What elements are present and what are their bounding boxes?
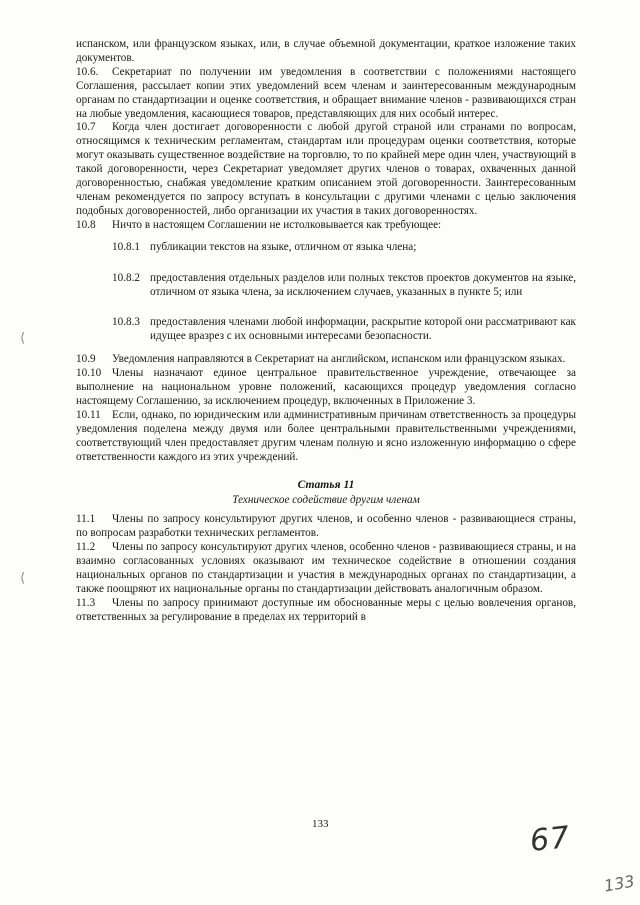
paragraph-number: 10.6. xyxy=(76,65,99,78)
paragraph-text: Члены по запросу принимают доступные им обоснованные меры с целью вовлечения органов, ответственных за регулирование в пределах их территорий в xyxy=(76,596,576,623)
subparagraph-10-8-2 xyxy=(112,272,576,300)
paragraph-text: Ничто в настоящем Соглашении не истолковывается как требующее: xyxy=(112,218,442,231)
paragraph-10-9 xyxy=(76,353,576,367)
document-body xyxy=(76,38,576,625)
paragraph-10-10 xyxy=(76,367,576,409)
paragraph-number: 10.10 xyxy=(76,367,102,380)
paragraph-10-8 xyxy=(76,219,576,233)
paragraph-10-11 xyxy=(76,409,576,465)
paragraph-number: 10.9 xyxy=(76,353,96,366)
paragraph-11-2 xyxy=(76,541,576,597)
paragraph-number: 10.8.3 xyxy=(112,316,140,329)
paragraph-number: 11.1 xyxy=(76,513,96,526)
paragraph-text: предоставления отдельных разделов или полных текстов проектов документов на языке, отличном от языка члена, за исключением случаев, указанных в пункте 5; или xyxy=(150,271,576,298)
paragraph-number: 11.2 xyxy=(76,541,96,554)
article-title: Статья 11 xyxy=(297,478,355,492)
paragraph-text: предоставления членами любой информации, раскрытие которой они рассматривают как идущее вразрез с их основными интересами безопасности. xyxy=(150,316,576,343)
paragraph-text: Уведомления направляются в Секретариат на английском, испанском или французском языках. xyxy=(112,353,566,366)
paragraph-intro: испанском, или французском языках, или, в случае объемной документации, краткое изложение таких документов. xyxy=(76,38,576,64)
paragraph-text: Секретариат по получении им уведомления в соответствии с положениями настоящего Соглашения, рассылает копии этих уведомлений всем членам и заинтересованным международным органам по стандартизации и оценке соответствия, и обращает внимание членов - развивающихся стран на любые уведомления, касающиеся товаров, представляющих для них особый интерес. xyxy=(76,65,576,120)
paragraph-number: 10.7 xyxy=(76,121,96,134)
paragraph-text: Если, однако, по юридическим или административным причинам ответственность за процедуры уведомления поделена между двумя или более центральными правительственными учреждениями, соответствующий член предоставляет другим членам полную и ясно изложенную информацию о сфере ответственности каждого из этих учреждений. xyxy=(76,408,576,463)
subparagraph-10-8-1 xyxy=(112,241,576,255)
paragraph-number: 10.11 xyxy=(76,408,101,421)
handwritten-page-number: 67 xyxy=(528,819,572,860)
paragraph-11-1 xyxy=(76,513,576,541)
paragraph-number: 10.8.1 xyxy=(112,240,140,253)
paragraph-text: Члены по запросу консультируют других членов, и особенно членов - развивающиеся страны, по вопросам разработки технических регламентов. xyxy=(76,513,576,540)
paragraph-text: Члены по запросу консультируют других членов, особенно членов - развивающиеся страны, и на взаимно согласованных условиях оказывают им техническое содействие в отношении создания национальных органов по стандартизации и участия в международных органах по стандартизации, а также поощряют их национальные органы по стандартизации действовать аналогичным образом. xyxy=(76,541,576,595)
paragraph-number: 10.8 xyxy=(76,218,96,231)
paragraph-text: Когда член достигает договоренности с любой другой страной или странами по вопросам, относящимся к техническим регламентам, стандартам или процедурам оценки соответствия, которые могут оказывать существенное воздействие на торговлю, то по крайней мере один член, участвующий в такой договоренности, через Секретариат уведомляет других членов о товарах, охваченных данной договоренностью, снабжая уведомление кратким описанием этой договоренности. Заинтересованным членам рекомендуется по запросу вступать в консультации с другими членами с целью заключения подобных договоренностей, либо организации их участия в таких договоренностях. xyxy=(76,121,576,217)
margin-mark: ⟨ xyxy=(20,570,26,585)
article-subtitle: Техническое содействие другим членам xyxy=(232,494,420,507)
paragraph-10-6 xyxy=(76,66,576,122)
paragraph-number: 10.8.2 xyxy=(112,271,140,284)
handwritten-corner-number: 133 xyxy=(602,871,636,896)
page-number: 133 xyxy=(312,818,329,830)
subparagraph-10-8-3 xyxy=(112,316,576,344)
paragraph-number: 11.3 xyxy=(76,596,96,609)
paragraph-11-3 xyxy=(76,597,576,625)
paragraph-text: Члены назначают единое центральное правительственное учреждение, отвечающее за выполнение на национальном уровне положений, касающихся процедур уведомления согласно настоящему Соглашению, за исключением процедур, включенных в Приложение 3. xyxy=(76,367,576,407)
paragraph-10-7 xyxy=(76,121,576,218)
paragraph-text: публикации текстов на языке, отличном от языка члена; xyxy=(150,240,417,253)
margin-mark: ⟨ xyxy=(20,330,26,345)
